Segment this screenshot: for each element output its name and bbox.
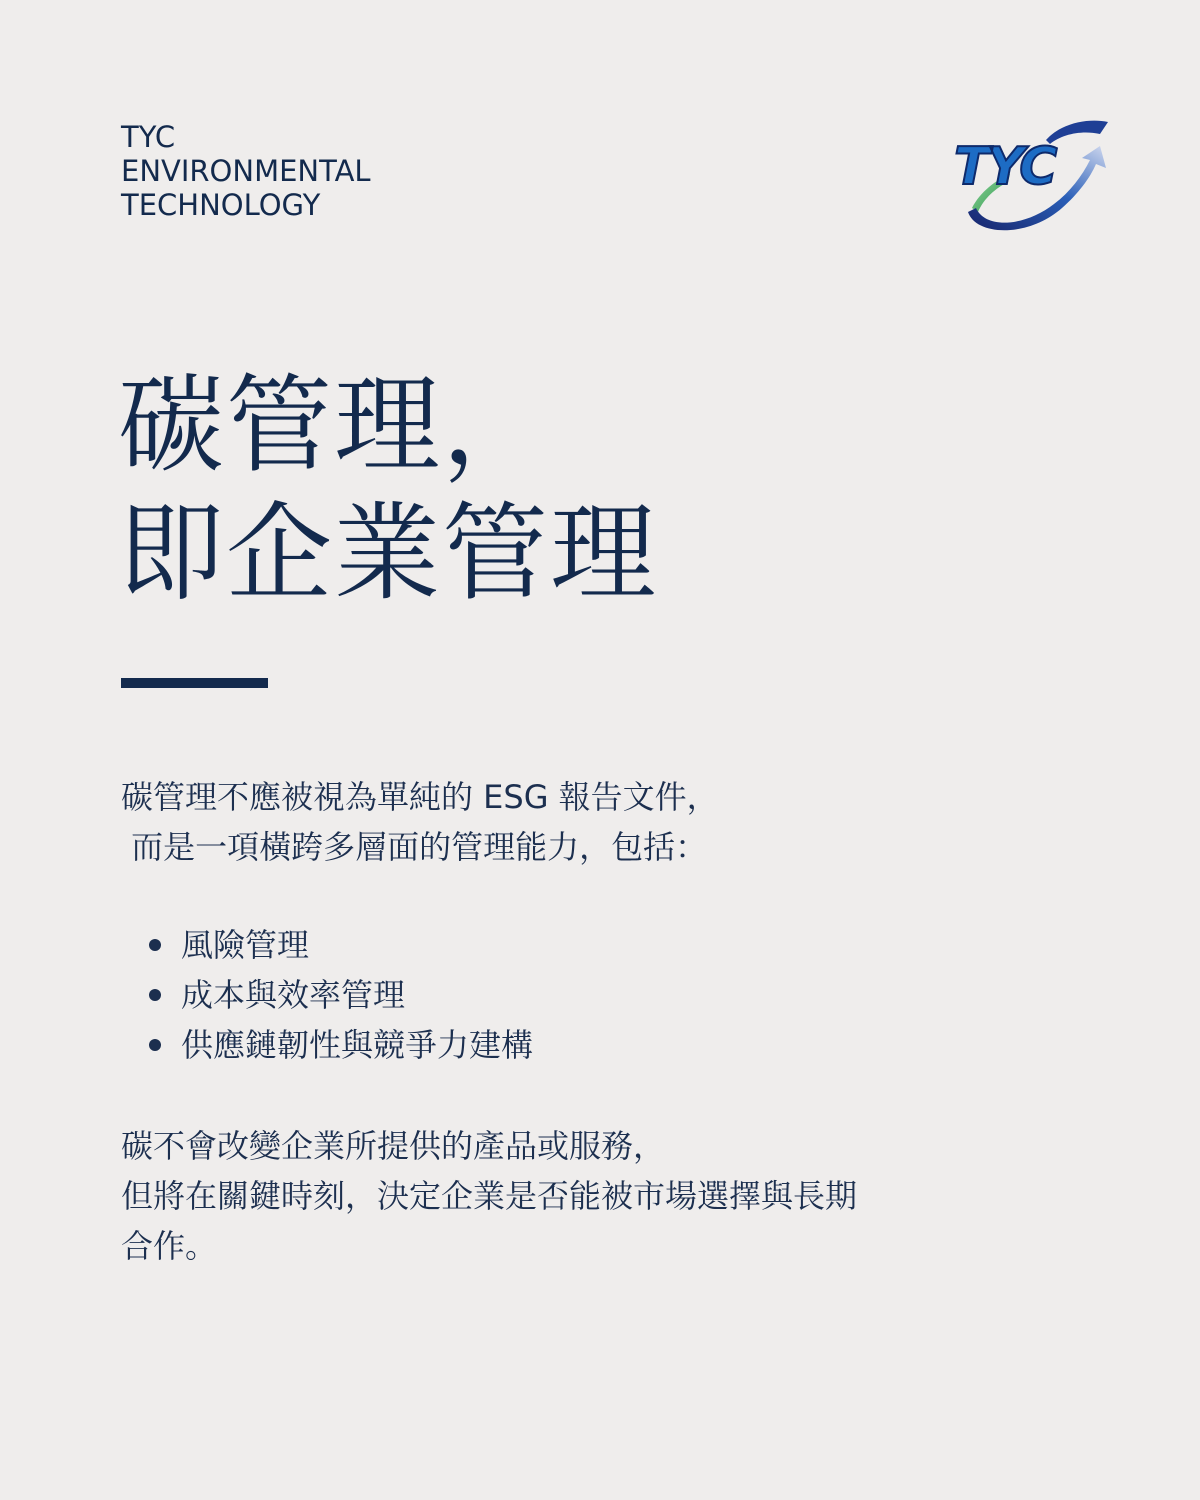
closing-line: 但將在關鍵時刻，決定企業是否能被市場選擇與長期	[121, 1177, 858, 1215]
company-name-line: TECHNOLOGY	[121, 188, 321, 222]
bullet-dot-icon	[149, 939, 161, 951]
closing-line: 合作。	[121, 1227, 218, 1265]
intro-line: 碳管理不應被視為單純的 ESG 報告文件，	[121, 778, 719, 816]
bullet-dot-icon	[149, 989, 161, 1001]
company-name	[121, 120, 371, 222]
company-name-line: TYC	[121, 120, 176, 154]
list-item-label: 成本與效率管理	[181, 976, 406, 1014]
closing-line: 碳不會改變企業所提供的產品或服務，	[121, 1127, 666, 1165]
list-item	[121, 1020, 533, 1070]
bullet-dot-icon	[149, 1039, 161, 1051]
tyc-logo-text: TYC	[954, 137, 1055, 197]
company-name-line: ENVIRONMENTAL	[121, 154, 371, 188]
list-item	[121, 920, 533, 970]
capability-list	[121, 920, 533, 1070]
list-item	[121, 970, 533, 1020]
closing-paragraph	[121, 1121, 857, 1271]
list-item-label: 供應鏈韌性與競爭力建構	[181, 1026, 534, 1064]
list-item-label: 風險管理	[181, 926, 310, 964]
intro-line: 而是一項橫跨多層面的管理能力，包括：	[121, 828, 708, 866]
headline-line: 即企業管理	[118, 492, 658, 615]
headline-line: 碳管理，	[118, 364, 550, 487]
headline	[118, 362, 658, 618]
headline-divider	[121, 678, 268, 688]
tyc-logo-icon	[950, 112, 1110, 236]
intro-paragraph	[121, 772, 719, 872]
